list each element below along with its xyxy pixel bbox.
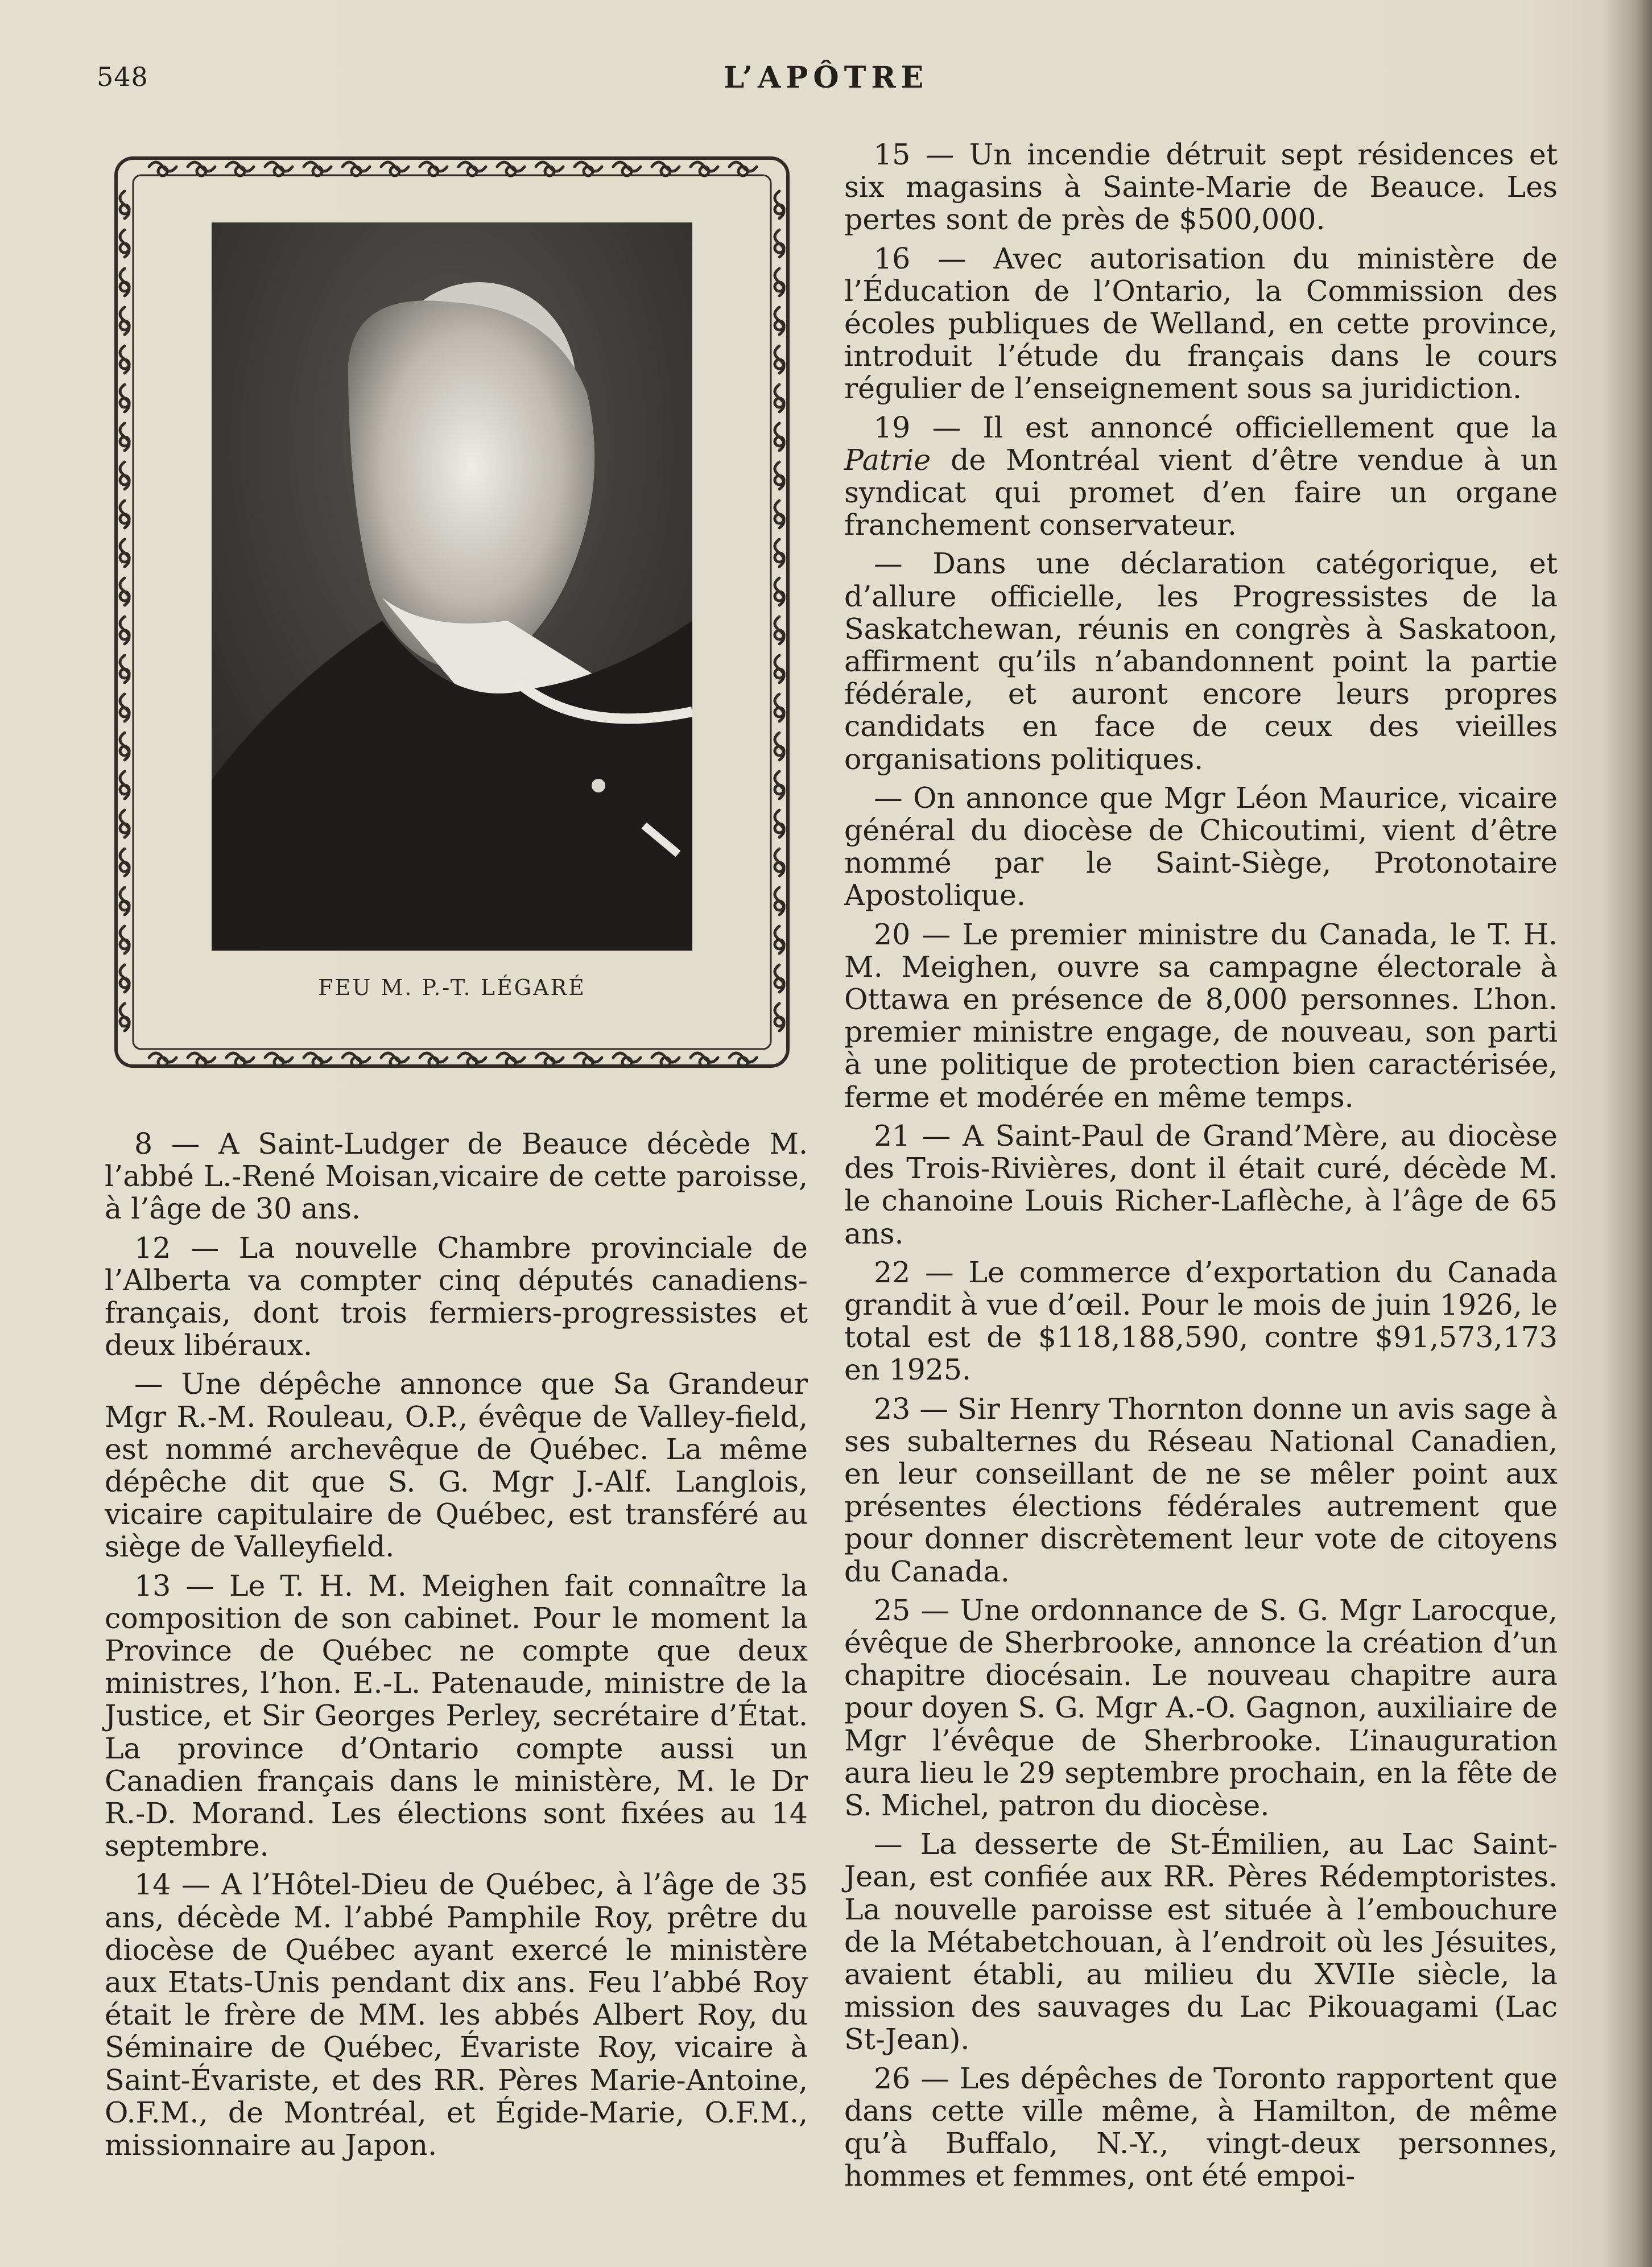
page-number: 548 [97, 61, 148, 92]
paragraph: 16 — Avec autorisation du ministère de l’Éducation de l’Ontario, la Commission des écoles publiques de Welland, en cette province, introduit l’étude du français dans le cours régulier de l’enseignement sous sa juridiction. [844, 241, 1558, 406]
paragraph: — On annonce que Mgr Léon Maurice, vicaire général du diocèse de Chicoutimi, vient d’être nommé par le Saint-Siège, Protonotaire Apostolique. [844, 781, 1558, 912]
left-column [105, 1128, 808, 2167]
right-column [844, 138, 1558, 2198]
paragraph: 15 — Un incendie détruit sept résidences et six magasins à Sainte-Marie de Beauce. Les pertes sont de près de $500,000. [844, 138, 1558, 237]
portrait-photo [212, 222, 692, 951]
paragraph: 8 — A Saint-Ludger de Beauce décède M. l’abbé L.-René Moisan,vicaire de cette paroisse, à l’âge de 30 ans. [105, 1127, 808, 1226]
portrait-figure [104, 146, 800, 1079]
paragraph: — La desserte de St-Émilien, au Lac Saint-Jean, est confiée aux RR. Pères Rédemptoristes. La nouvelle paroisse est située à l’embouchure de la Métabetchouan, à l’endroit où les Jésuites, avaient établi, au milieu du XVIIe siècle, la mission des sauvages du Lac Pikouagami (Lac St-Jean). [844, 1827, 1558, 2057]
photo-caption: FEU M. P.-T. LÉGARÉ [318, 975, 586, 1000]
running-title: L’APÔTRE [723, 60, 929, 95]
paragraph: 12 — La nouvelle Chambre provinciale de l’Alberta va compter cinq députés canadiens-français, dont trois fermiers-progressistes et deux libéraux. [105, 1230, 808, 1362]
newspaper-title: Patrie [844, 443, 931, 477]
paragraph: 21 — A Saint-Paul de Grand’Mère, au diocèse des Trois-Rivières, dont il était curé, décède M. le chanoine Louis Richer-Laflèche, à l’âge de 65 ans. [844, 1118, 1558, 1250]
paragraph: — Dans une déclaration catégorique, et d’allure officielle, les Progressistes de la Saskatchewan, réunis en congrès à Saskatoon, affirment qu’ils n’abandonnent point la partie fédérale, et auront encore leurs propres candidats en face de ceux des vieilles organisations politiques. [844, 547, 1558, 776]
paragraph-text: 19 — Il est annoncé officiellement que la [874, 410, 1558, 444]
paragraph: 22 — Le commerce d’exportation du Canada grandit à vue d’œil. Pour le mois de juin 1926, le total est de $118,188,590, contre $91,573,173 en 1925. [844, 1255, 1558, 1387]
paragraph: 25 — Une ordonnance de S. G. Mgr Larocque, évêque de Sherbrooke, annonce la création d’un chapitre diocésain. Le nouveau chapitre aura pour doyen S. G. Mgr A.-O. Gagnon, auxiliaire de Mgr l’évêque de Sherbrooke. L’inauguration aura lieu le 29 septembre prochain, en la fête de S. Michel, patron du diocèse. [844, 1593, 1558, 1822]
paragraph: 26 — Les dépêches de Toronto rapportent que dans cette ville même, à Hamilton, de même qu’à Buffalo, N.-Y., vingt-deux personnes, hommes et femmes, ont été empoi- [844, 2061, 1558, 2193]
paragraph: 23 — Sir Henry Thornton donne un avis sage à ses subalternes du Réseau National Canadien, en leur conseillant de ne se mêler point aux présentes élections fédérales autrement que pour donner discrètement leur vote de citoyens du Canada. [844, 1391, 1558, 1588]
paragraph: 14 — A l’Hôtel-Dieu de Québec, à l’âge de 35 ans, décède M. l’abbé Pamphile Roy, prêtre du diocèse de Québec ayant exercé le ministère aux Etats-Unis pendant dix ans. Feu l’abbé Roy était le frère de MM. les abbés Albert Roy, du Séminaire de Québec, Évariste Roy, vicaire à Saint-Évariste, et des RR. Pères Marie-Antoine, O.F.M., de Montréal, et Égide-Marie, O.F.M., missionnaire au Japon. [105, 1868, 808, 2162]
paragraph: 20 — Le premier ministre du Canada, le T. H. M. Meighen, ouvre sa campagne électorale à Ottawa en présence de 8,000 personnes. L’hon. premier ministre engage, de nouveau, son parti à une politique de protection bien caractérisée, ferme et modérée en même temps. [844, 917, 1558, 1114]
paragraph [844, 411, 1558, 542]
paragraph-text: de Montréal vient d’être vendue à un syndicat qui promet d’en faire un organe franchement conservateur. [844, 443, 1558, 542]
paragraph: — Une dépêche annonce que Sa Grandeur Mgr R.-M. Rouleau, O.P., évêque de Valley-field, est nommé archevêque de Québec. La même dépêche dit que S. G. Mgr J.-Alf. Langlois, vicaire capitulaire de Québec, est transféré au siège de Valleyfield. [105, 1367, 808, 1564]
paragraph: 13 — Le T. H. M. Meighen fait connaître la composition de son cabinet. Pour le moment la Province de Québec ne compte que deux ministres, l’hon. E.-L. Patenaude, ministre de la Justice, et Sir Georges Perley, secrétaire d’État. La province d’Ontario compte aussi un Canadien français dans le ministère, M. le Dr R.-D. Morand. Les élections sont fixées au 14 septembre. [105, 1568, 808, 1863]
